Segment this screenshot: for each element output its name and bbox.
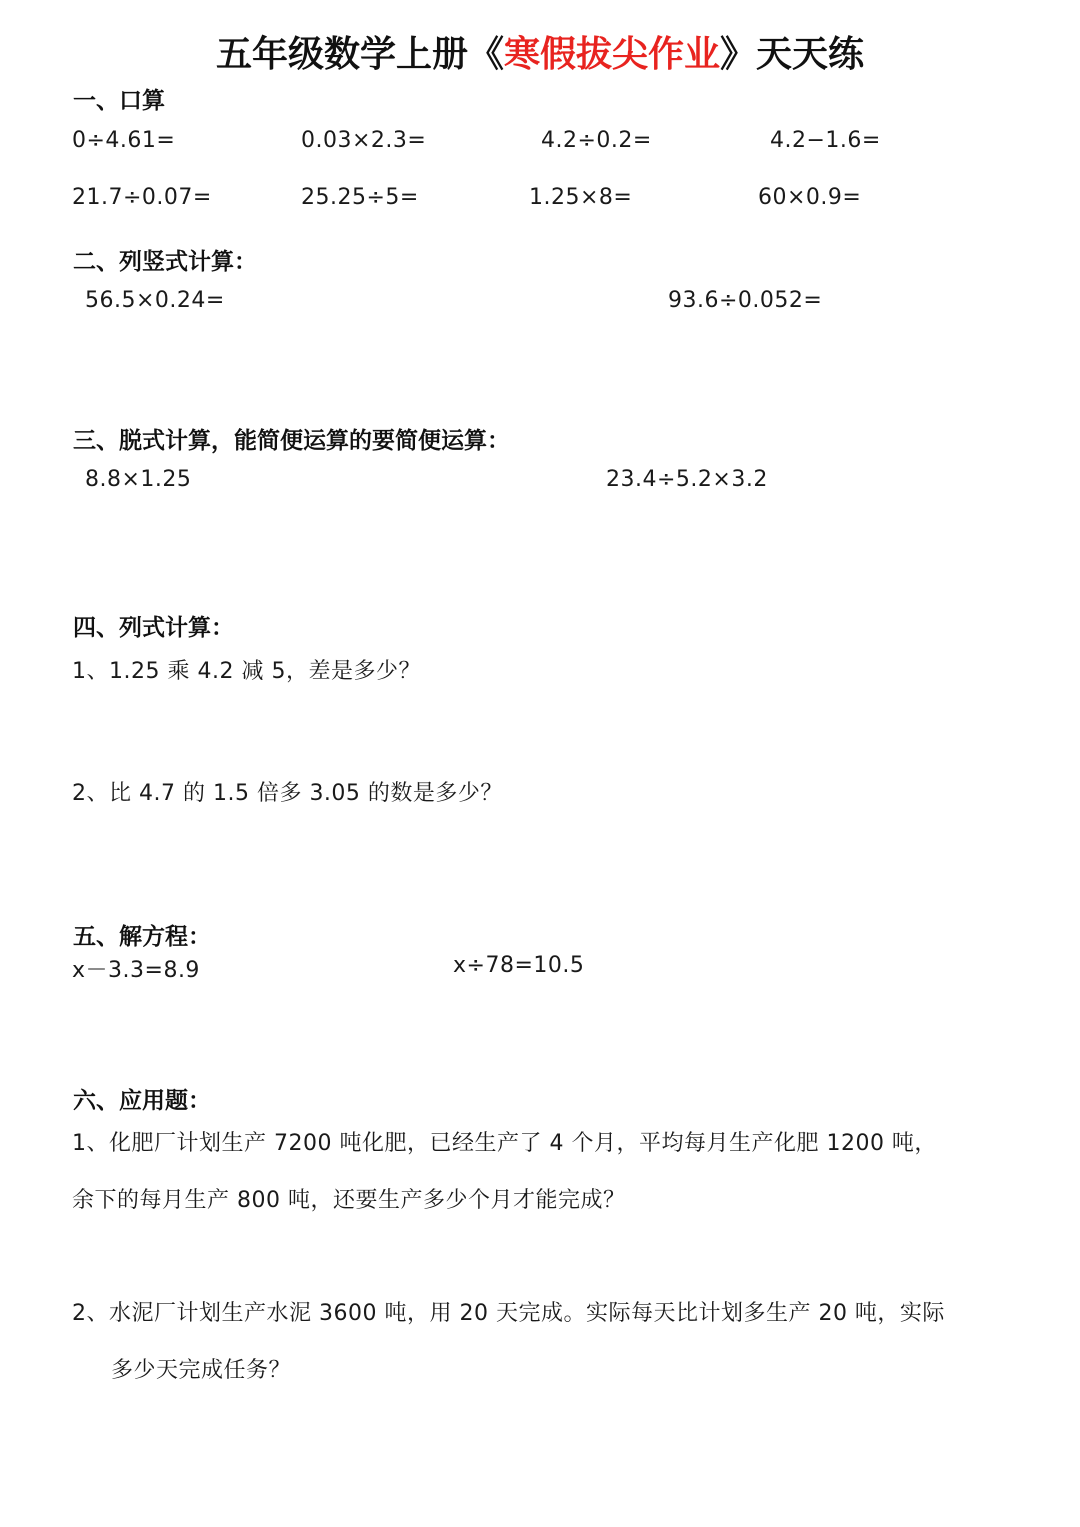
oral-problem: 25.25÷5= (301, 185, 419, 210)
stepwise-problem: 8.8×1.25 (85, 467, 192, 492)
section-heading-vertical: 二、列竖式计算： (73, 249, 257, 275)
title-suffix: 》天天练 (720, 34, 865, 75)
equation-problem: x÷78=10.5 (453, 953, 585, 978)
word-problem-2-line-2: 多少天完成任务？ (111, 1358, 292, 1383)
word-problem-2-line-1: 2、水泥厂计划生产水泥 3600 吨，用 20 天完成。实际每天比计划多生产 20 吨，实际 (72, 1301, 945, 1326)
oral-problem: 0÷4.61= (72, 128, 176, 153)
vertical-problem: 93.6÷0.052= (668, 288, 823, 313)
word-problem-1-line-1: 1、化肥厂计划生产 7200 吨化肥，已经生产了 4 个月，平均每月生产化肥 1200 吨， (72, 1131, 937, 1156)
oral-problem: 0.03×2.3= (301, 128, 427, 153)
word-problem-1-line-2: 余下的每月生产 800 吨，还要生产多少个月才能完成？ (72, 1188, 626, 1213)
section-heading-stepwise: 三、脱式计算，能简便运算的要简便运算： (73, 428, 510, 454)
equation-problem: x－3.3=8.9 (72, 958, 200, 983)
stepwise-problem: 23.4÷5.2×3.2 (606, 467, 768, 492)
expression-problem: 2、比 4.7 的 1.5 倍多 3.05 的数是多少？ (72, 781, 503, 806)
page-title (0, 26, 1080, 77)
oral-problem: 21.7÷0.07= (72, 185, 212, 210)
section-heading-word-problems: 六、应用题： (73, 1088, 211, 1114)
oral-problem: 4.2−1.6= (770, 128, 881, 153)
section-heading-equations: 五、解方程： (73, 924, 211, 950)
vertical-problem: 56.5×0.24= (85, 288, 225, 313)
oral-problem: 1.25×8= (529, 185, 633, 210)
expression-problem: 1、1.25 乘 4.2 减 5，差是多少？ (72, 659, 421, 684)
section-heading-oral: 一、口算 (73, 88, 165, 114)
oral-problem: 4.2÷0.2= (541, 128, 652, 153)
title-prefix: 五年级数学上册《 (215, 34, 504, 75)
title-highlight: 寒假拔尖作业 (503, 34, 720, 75)
section-heading-expression: 四、列式计算： (73, 615, 234, 641)
oral-problem: 60×0.9= (758, 185, 862, 210)
